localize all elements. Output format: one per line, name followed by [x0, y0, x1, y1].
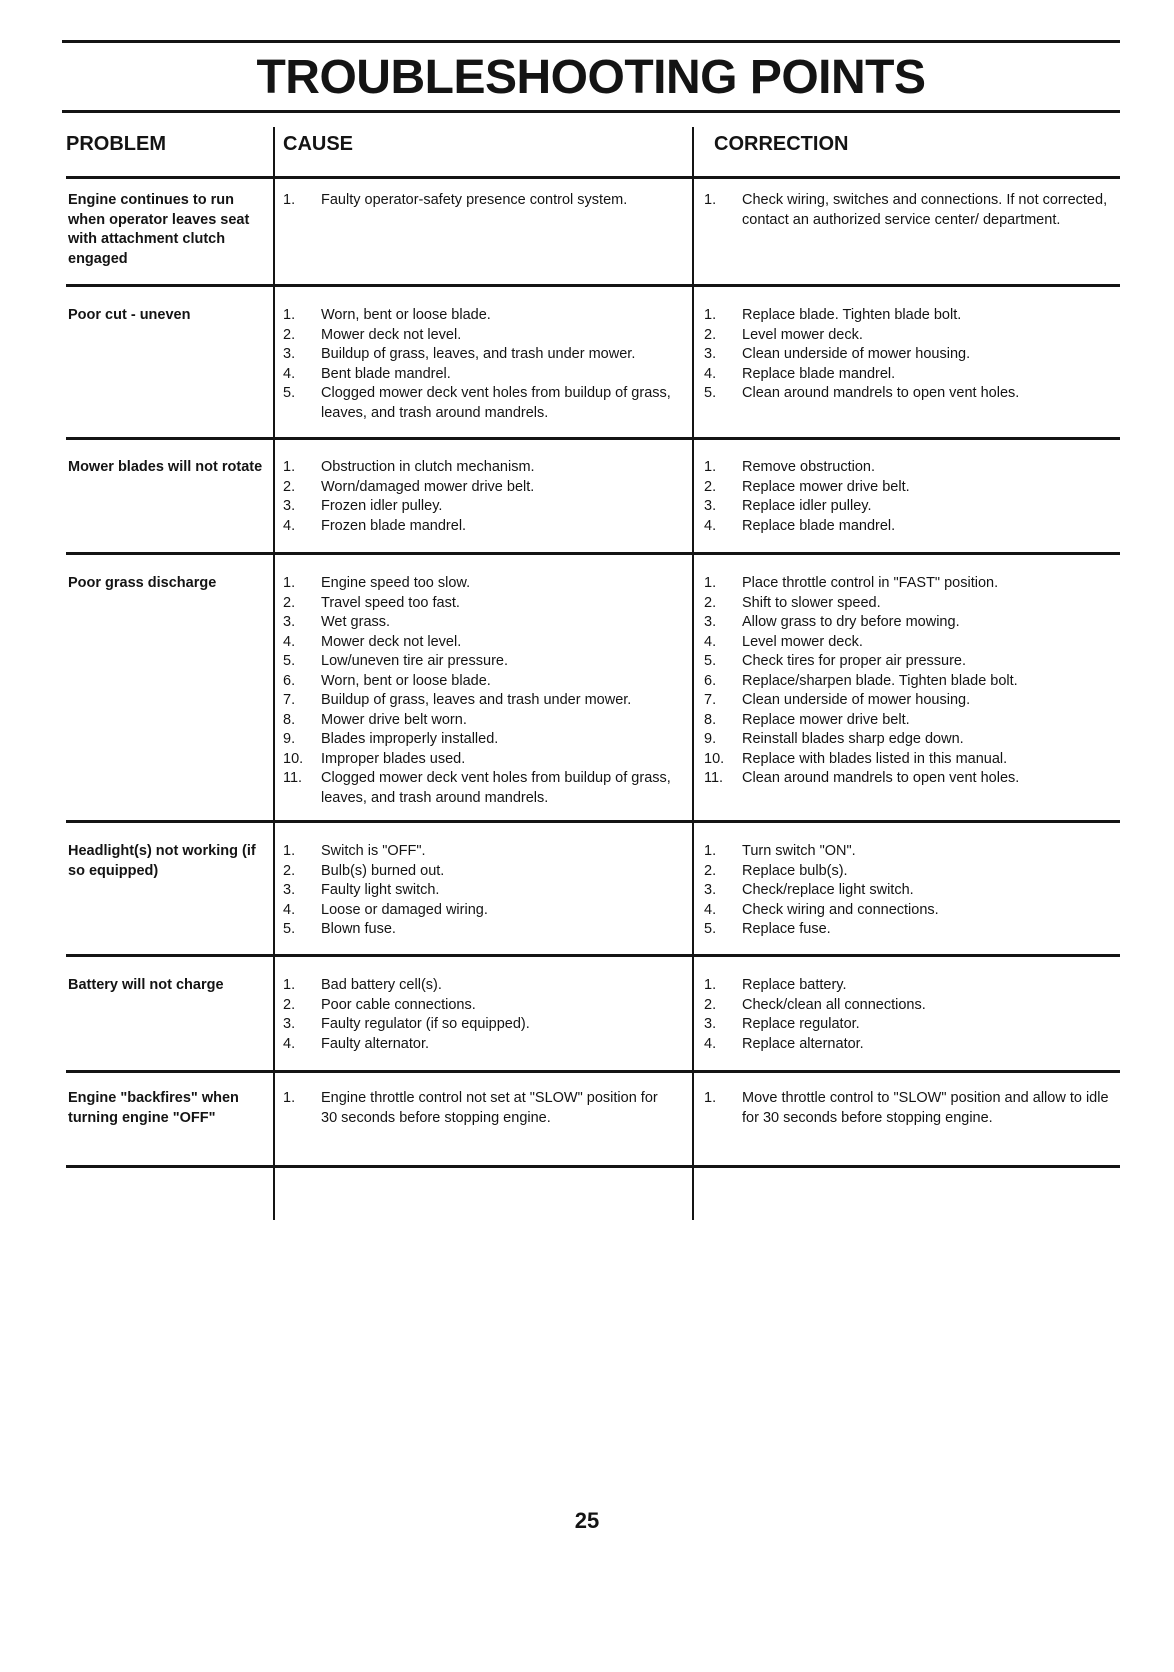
- list-item: 8. Mower drive belt worn.: [283, 711, 467, 728]
- correction-list: [704, 1089, 1114, 1128]
- list-item: 5. Clean around mandrels to open vent holes.: [704, 385, 1020, 401]
- list-item: 11. Clean around mandrels to open vent holes.: [704, 770, 1020, 786]
- list-item: 6. Worn, bent or loose blade.: [283, 672, 491, 689]
- list-item: 3. Check/replace light switch.: [704, 882, 914, 898]
- problem-text: Battery will not charge: [68, 977, 224, 993]
- list-item: 4. Check wiring and connections.: [704, 901, 939, 918]
- list-item: 1. Engine throttle control not set at "SLOW" position for 30 seconds before stopping engine.: [283, 1090, 658, 1126]
- problem-text: Poor grass discharge: [68, 575, 217, 591]
- list-item: 9. Blades improperly installed.: [283, 731, 499, 747]
- list-item: 3. Allow grass to dry before mowing.: [704, 614, 960, 630]
- list-item: 3. Clean underside of mower housing.: [704, 346, 971, 362]
- cause-list: [283, 191, 673, 211]
- cause-list: [283, 306, 673, 423]
- cause-list: [283, 842, 673, 940]
- problem-text: Headlight(s) not working (if so equipped): [68, 843, 256, 879]
- correction-list: [704, 306, 1114, 404]
- list-item: 1. Turn switch "ON".: [704, 843, 856, 859]
- list-item: 3. Replace idler pulley.: [704, 498, 872, 514]
- correction-list: [704, 976, 1114, 1054]
- list-item: 2. Replace mower drive belt.: [704, 478, 910, 495]
- column-divider-problem-cause: [273, 127, 275, 1220]
- list-item: 3. Faulty regulator (if so equipped).: [283, 1016, 530, 1032]
- list-item: 2. Travel speed too fast.: [283, 594, 460, 611]
- row-separator: [66, 284, 1120, 287]
- problem-text: Poor cut - uneven: [68, 307, 191, 323]
- row-separator: [66, 437, 1120, 440]
- row-separator: [66, 176, 1120, 179]
- list-item: 4. Bent blade mandrel.: [283, 365, 451, 382]
- list-item: 2. Replace bulb(s).: [704, 862, 848, 879]
- list-item: 2. Worn/damaged mower drive belt.: [283, 478, 535, 495]
- header-correction: CORRECTION: [714, 133, 849, 155]
- cause-list: [283, 458, 673, 536]
- list-item: 7. Buildup of grass, leaves and trash under mower.: [283, 692, 632, 708]
- page-number: 25: [574, 1508, 600, 1533]
- list-item: 2. Shift to slower speed.: [704, 594, 881, 611]
- problem-text: Engine "backfires" when turning engine "OFF": [68, 1090, 239, 1126]
- list-item: 5. Replace fuse.: [704, 921, 831, 937]
- top-rule: [62, 40, 1120, 43]
- cause-list: [283, 574, 673, 808]
- cause-list: [283, 976, 673, 1054]
- list-item: 1. Place throttle control in "FAST" position.: [704, 575, 999, 591]
- list-item: 4. Mower deck not level.: [283, 633, 462, 650]
- list-item: 1. Faulty operator-safety presence control system.: [283, 192, 628, 208]
- list-item: 4. Replace blade mandrel.: [704, 365, 896, 382]
- list-item: 9. Reinstall blades sharp edge down.: [704, 731, 964, 747]
- list-item: 1. Switch is "OFF".: [283, 843, 426, 859]
- list-item: 1. Engine speed too slow.: [283, 575, 471, 591]
- list-item: 4. Replace alternator.: [704, 1035, 864, 1052]
- row-separator: [66, 1070, 1120, 1073]
- list-item: 2. Poor cable connections.: [283, 996, 476, 1013]
- list-item: 5. Blown fuse.: [283, 921, 396, 937]
- list-item: 10. Replace with blades listed in this manual.: [704, 750, 1008, 767]
- header-cause: CAUSE: [283, 133, 354, 155]
- list-item: 5. Clogged mower deck vent holes from buildup of grass, leaves, and trash around mandrels.: [283, 385, 671, 421]
- list-item: 4. Loose or damaged wiring.: [283, 901, 488, 918]
- list-item: 2. Check/clean all connections.: [704, 996, 926, 1013]
- list-item: 4. Faulty alternator.: [283, 1035, 429, 1052]
- list-item: 3. Replace regulator.: [704, 1016, 860, 1032]
- list-item: 1. Replace battery.: [704, 977, 847, 993]
- list-item: 1. Move throttle control to "SLOW" position and allow to idle for 30 seconds before stopping engine.: [704, 1090, 1109, 1126]
- list-item: 5. Check tires for proper air pressure.: [704, 653, 967, 669]
- list-item: 3. Wet grass.: [283, 614, 391, 630]
- list-item: 2. Bulb(s) burned out.: [283, 862, 445, 879]
- list-item: 3. Buildup of grass, leaves, and trash under mower.: [283, 346, 636, 362]
- correction-list: [704, 191, 1114, 230]
- list-item: 1. Obstruction in clutch mechanism.: [283, 459, 535, 475]
- list-item: 4. Replace blade mandrel.: [704, 517, 896, 534]
- list-item: 3. Frozen idler pulley.: [283, 498, 443, 514]
- column-divider-cause-correction: [692, 127, 694, 1220]
- list-item: 2. Mower deck not level.: [283, 326, 462, 343]
- list-item: 2. Level mower deck.: [704, 326, 863, 343]
- list-item: 1. Replace blade. Tighten blade bolt.: [704, 307, 962, 323]
- problem-text: Mower blades will not rotate: [68, 459, 263, 475]
- correction-list: [704, 458, 1114, 536]
- list-item: 11. Clogged mower deck vent holes from buildup of grass, leaves, and trash around mandrels.: [283, 770, 671, 806]
- row-separator: [66, 1165, 1120, 1168]
- list-item: 3. Faulty light switch.: [283, 882, 440, 898]
- correction-list: [704, 842, 1114, 940]
- row-separator: [66, 552, 1120, 555]
- title-rule: [62, 110, 1120, 113]
- page-title: TROUBLESHOOTING POINTS: [256, 51, 926, 104]
- list-item: 5. Low/uneven tire air pressure.: [283, 653, 508, 669]
- correction-list: [704, 574, 1114, 789]
- cause-list: [283, 1089, 673, 1128]
- list-item: 4. Level mower deck.: [704, 633, 863, 650]
- list-item: 1. Remove obstruction.: [704, 459, 875, 475]
- list-item: 1. Check wiring, switches and connections. If not corrected, contact an authorized service center/ department.: [704, 192, 1108, 228]
- list-item: 4. Frozen blade mandrel.: [283, 517, 467, 534]
- list-item: 6. Replace/sharpen blade. Tighten blade bolt.: [704, 672, 1018, 689]
- header-problem: PROBLEM: [66, 133, 166, 155]
- list-item: 8. Replace mower drive belt.: [704, 711, 910, 728]
- list-item: 7. Clean underside of mower housing.: [704, 692, 971, 708]
- list-item: 1. Bad battery cell(s).: [283, 977, 442, 993]
- row-separator: [66, 954, 1120, 957]
- list-item: 1. Worn, bent or loose blade.: [283, 307, 491, 323]
- row-separator: [66, 820, 1120, 823]
- list-item: 10. Improper blades used.: [283, 750, 466, 767]
- problem-text: Engine continues to run when operator leaves seat with attachment clutch engaged: [68, 192, 250, 267]
